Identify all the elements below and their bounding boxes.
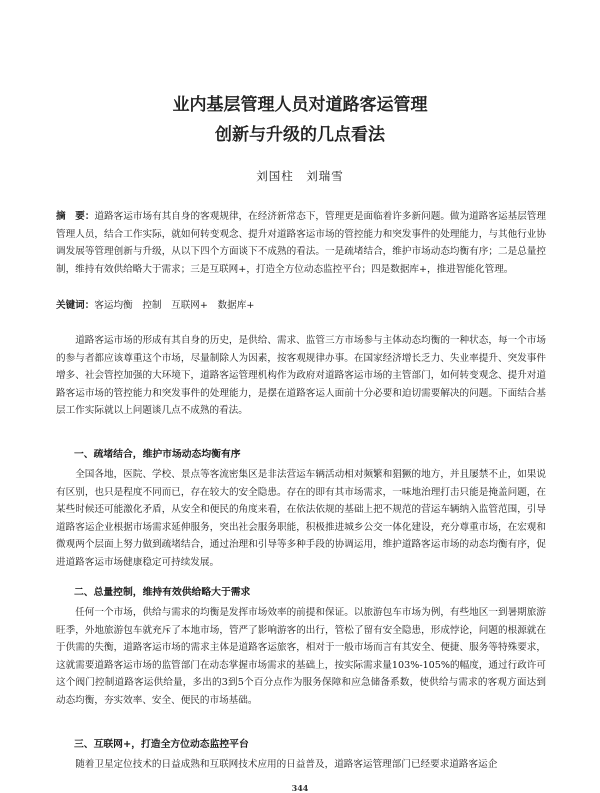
title-line-2: 创新与升级的几点看法	[215, 125, 385, 145]
keywords-label: 关键词：	[56, 300, 95, 311]
section-1-heading: 一、疏堵结合，维护市场动态均衡有序	[74, 449, 241, 460]
keywords	[56, 297, 546, 315]
abstract-text: 道路客运市场有其自身的客观规律，在经济新常态下，管理更是面临着许多新问题。做为道路客运基层管理管理人员，结合工作实际，就如何转变观念、提升对道路客运市场的管控能力和突发事件的处理能力，与其他行业协调发展等管理创新与升级，从以下四个方面谈下不成熟的看法。一是疏堵结合，维护市场动态均衡有序；二是总量控制，维持有效供给略大于需求；三是互联网+，打造全方位动态监控平台；四是数据库+，推进智能化管理。	[56, 211, 547, 275]
title-line-1: 业内基层管理人员对道路客运管理	[172, 95, 428, 115]
section-1-text: 全国各地，医院、学校、景点等客流密集区是非法营运车辆活动相对频繁和猖獗的地方，并且屡禁不止，如果说有区别，也只是程度不同而已，存在较大的安全隐患。存在的即有其市场需求，一味地治理打击只能是掩盖问题，在某些时候还可能激化矛盾，从安全和便民的角度来看，在依法依规的基础上把不规范的营运车辆纳入监管范围，引导道路客运企业根据市场需求延伸服务，突出社会服务职能，积极推进城乡公交一体化建设，充分尊重市场，在宏观和微观两个层面上努力做到疏堵结合，通过治理和引导等多种手段的协调运用，维护道路客运市场的动态均衡有序，促进道路客运市场健康稳定可持续发展。	[56, 469, 546, 568]
intro-paragraph: 道路客运市场的形成有其自身的历史，是供给、需求、监管三方市场参与主体动态均衡的一种状态，每一个市场的参与者都应该尊重这个市场，尽量制除人为因素，按客观规律办事。在国家经济增长乏力、失业率提升、突发事件增多、社会管控加强的大环境下，道路客运管理机构作为政府对道路客运市场的主管部门，如何转变观念、提升对道路客运市场的管控能力和突发事件的处理能力，是摆在道路客运人面前十分必要和迫切需要解决的问题。下面结合基层工作实际就以上问题谈几点不成熟的看法。	[56, 335, 546, 417]
abstract	[56, 208, 546, 278]
section-3-text: 随着卫星定位技术的日益成熟和互联网技术应用的日益普及，道路客运管理部门已经要求道路客运企	[75, 759, 498, 770]
section-3-heading: 三、互联网+，打造全方位动态监控平台	[74, 739, 249, 750]
section-2-heading: 二、总量控制，维持有效供给略大于需求	[74, 587, 251, 598]
keywords-text: 客运均衡 控制 互联网+ 数据库+	[94, 300, 255, 311]
abstract-label: 摘 要：	[56, 211, 95, 222]
authors: 刘国柱 刘瑞雪	[256, 169, 344, 183]
page-number: 344	[291, 783, 309, 793]
section-2-text: 任何一个市场，供给与需求的均衡是发挥市场效率的前提和保证。以旅游包车市场为例，有些地区一到暑期旅游旺季，外地旅游包车就充斥了本地市场，管严了影响游客的出行，管松了留有安全隐患，形成悖论，问题的根源就在于供需的失衡，道路客运市场的需求主体是道路客运旅客，相对于一般市场而言有其安全、便捷、服务等特殊要求，这就需要道路客运市场的监管部门在动态掌握市场需求的基础上，按实际需求量103%-105%的幅度，通过行政许可这个阀门控制道路客运供给量，多出的3到5个百分点作为服务保障和应急储备系数，使供给与需求的客观方面达到动态均衡，夯实效率、安全、便民的市场基础。	[56, 607, 546, 706]
